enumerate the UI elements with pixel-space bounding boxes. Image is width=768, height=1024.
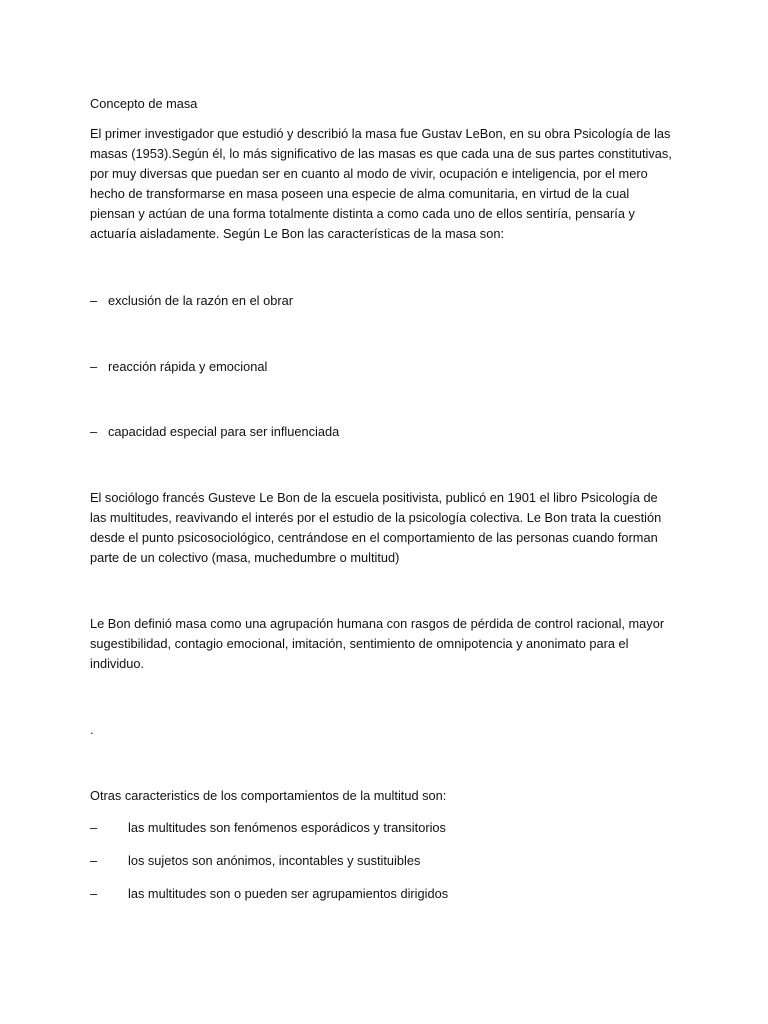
paragraph-definition: Le Bon definió masa como una agrupación humana con rasgos de pérdida de control racional, mayor sugestibilidad, contagio emocional, imitación, sentimiento de omnipotencia y anonimato para el individuo. — [90, 616, 665, 671]
dash-marker: – — [90, 359, 98, 374]
list-item-text: exclusión de la razón en el obrar — [108, 293, 293, 308]
list-item-text: reacción rápida y emocional — [108, 359, 268, 374]
dash-marker: – — [90, 853, 98, 868]
list-item-text: las multitudes son o pueden ser agrupamientos dirigidos — [128, 886, 449, 901]
paragraph-lebon-1901: El sociólogo francés Gusteve Le Bon de la escuela positivista, publicó en 1901 el libro Psicología de las multitudes, reavivando el interés por el estudio de la psicología colectiva. Le Bon trata la cuestión desde el punto psicosociológico, centrándose en el comportamiento de las personas cuando forman parte de un colectivo (masa, muchedumbre o multitud) — [90, 490, 662, 565]
list-item-text: las multitudes son fenómenos esporádicos y transitorios — [128, 820, 446, 835]
intro-paragraph: El primer investigador que estudió y describió la masa fue Gustav LeBon, en su obra Psicología de las masas (1953).Según él, lo más significativo de las masas es que cada una de sus partes constitutivas, por muy diversas que puedan ser en cuanto al modo de vivir, ocupación e inteligencia, por el mero hecho de transformarse en masa poseen una especie de alma comunitaria, en virtud de la cual piensan y actúan de una forma totalmente distinta a como cada uno de ellos sentiría, pensaría y actuaría aisladamente. Según Le Bon las características de la masa son: — [90, 126, 672, 241]
list-item-text: los sujetos son anónimos, incontables y sustituibles — [128, 853, 421, 868]
stray-dot: . — [90, 722, 94, 737]
list-item — [90, 818, 446, 838]
dash-marker: – — [90, 886, 98, 901]
list-item-text: capacidad especial para ser influenciada — [108, 424, 340, 439]
list-item — [90, 422, 339, 442]
dash-marker: – — [90, 820, 98, 835]
list-item — [90, 884, 448, 904]
paragraph-other-characteristics: Otras caracteristics de los comportamientos de la multitud son: — [90, 788, 447, 803]
list-item — [90, 851, 420, 871]
list-item — [90, 357, 267, 377]
list-item — [90, 291, 293, 311]
document-title: Concepto de masa — [90, 96, 198, 111]
dash-marker: – — [90, 424, 98, 439]
dash-marker: – — [90, 293, 98, 308]
